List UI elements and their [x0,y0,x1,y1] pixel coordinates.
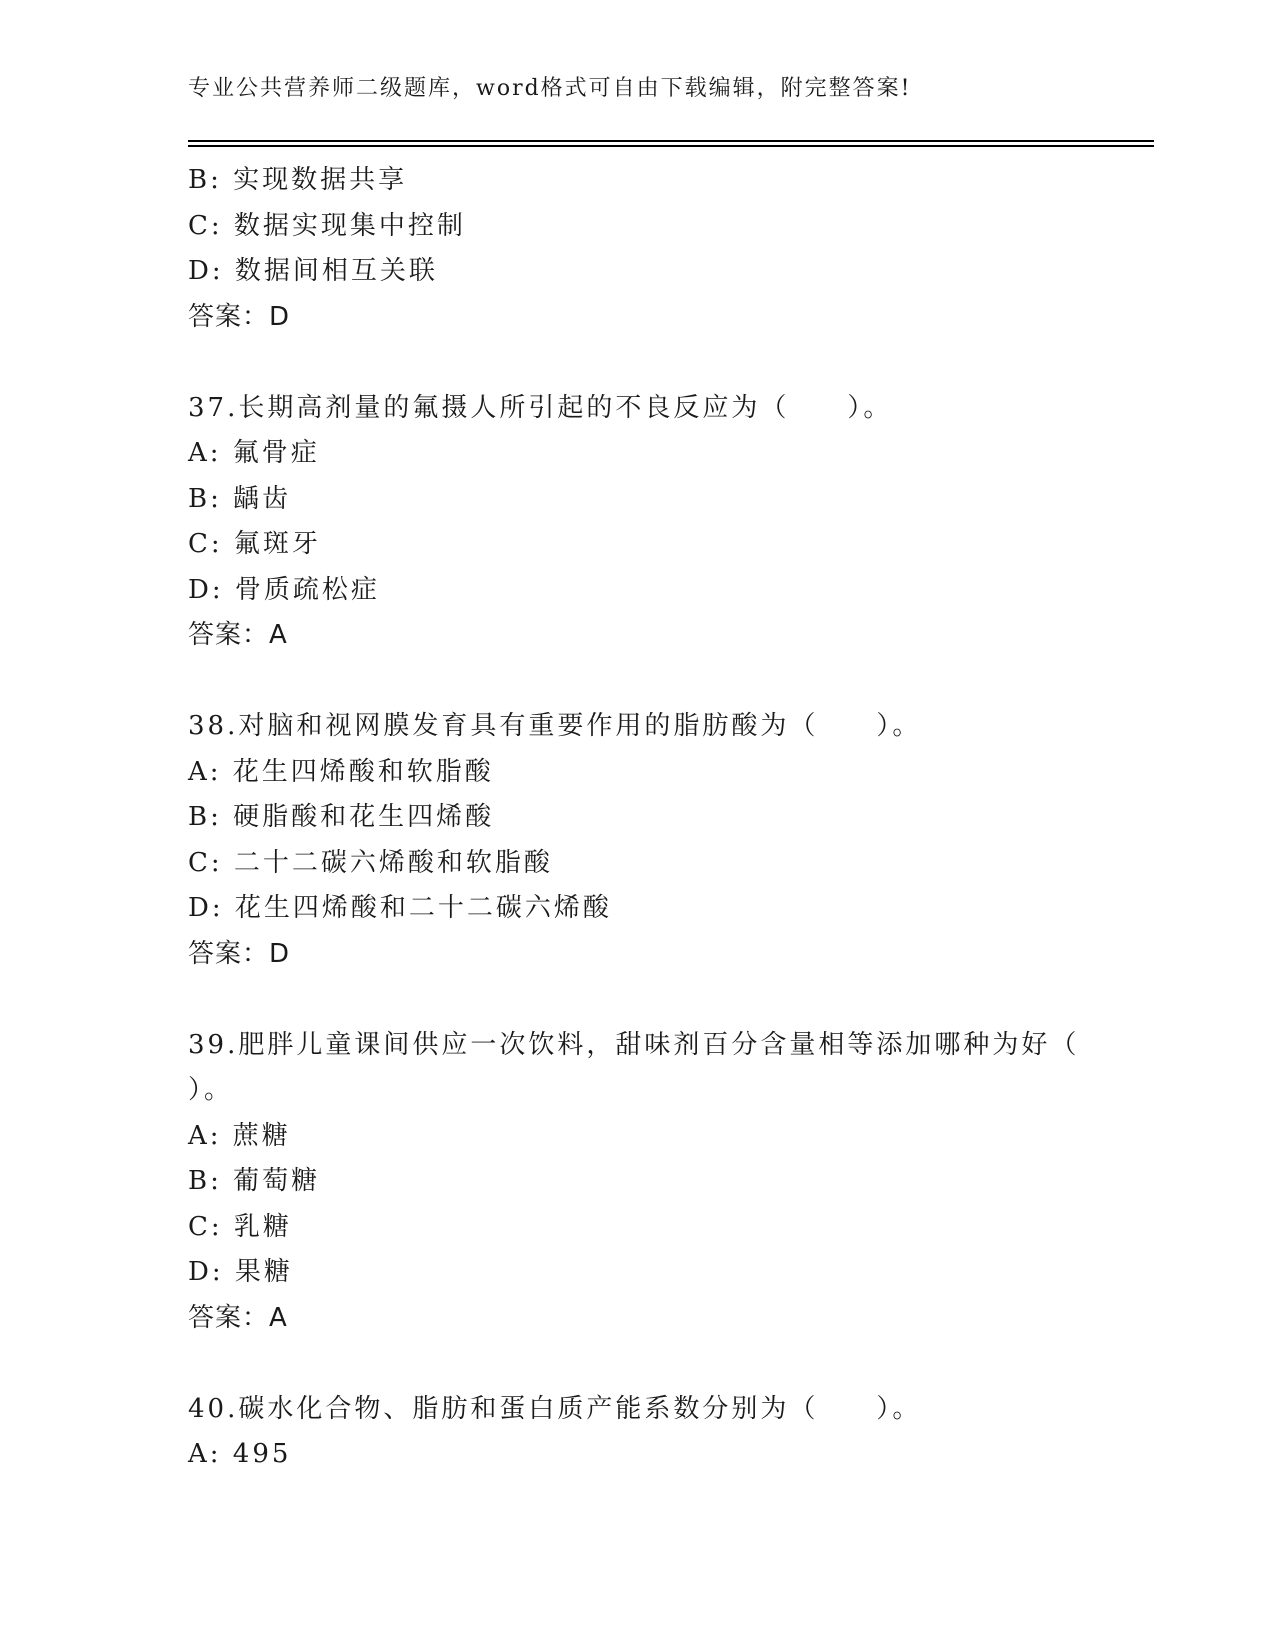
question-stem: 39.肥胖儿童课间供应一次饮料，甜味剂百分含量相等添加哪种为好（ [188,1029,1080,1060]
option-d: D: 果糖 [188,1257,293,1287]
option-d: D: 数据间相互关联 [188,256,438,286]
option-a: A: 花生四烯酸和软脂酸 [188,756,494,787]
header-rule-bottom [188,145,1154,147]
option-c: C: 数据实现集中控制 [188,210,466,241]
option-b: B: 硬脂酸和花生四烯酸 [188,802,495,832]
option-a: A: 蔗糖 [188,1120,291,1151]
answer: 答案：A [188,620,288,650]
previous-question-tail [188,158,1088,340]
option-a: A: 495 [188,1439,292,1469]
question-stem: 37.长期高剂量的氟摄人所引起的不良反应为（ ）。 [188,392,893,423]
page-header: 专业公共营养师二级题库，word格式可自由下载编辑，附完整答案! [188,76,912,101]
answer: 答案：D [188,301,291,332]
question-40 [188,1387,1088,1478]
option-b: B: 葡萄糖 [188,1166,321,1196]
question-stem-continued: ）。 [188,1075,234,1105]
question-list [188,158,1088,1478]
header-rule-top [188,140,1154,142]
option-d: D: 骨质疏松症 [188,574,380,605]
option-b: B: 实现数据共享 [188,165,408,195]
option-c: C: 乳糖 [188,1211,292,1242]
option-a: A: 氟骨症 [188,438,320,468]
question-37 [188,386,1088,659]
option-b: B: 龋齿 [188,483,292,514]
option-c: C: 氟斑牙 [188,529,321,559]
answer: 答案：D [188,938,291,969]
option-c: C: 二十二碳六烯酸和软脂酸 [188,847,553,878]
option-d: D: 花生四烯酸和二十二碳六烯酸 [188,893,612,923]
question-38 [188,704,1088,977]
question-stem: 40.碳水化合物、脂肪和蛋白质产能系数分别为（ ）。 [188,1393,922,1424]
question-39 [188,1023,1088,1342]
question-stem: 38.对脑和视网膜发育具有重要作用的脂肪酸为（ ）。 [188,711,922,741]
answer: 答案：A [188,1302,288,1333]
